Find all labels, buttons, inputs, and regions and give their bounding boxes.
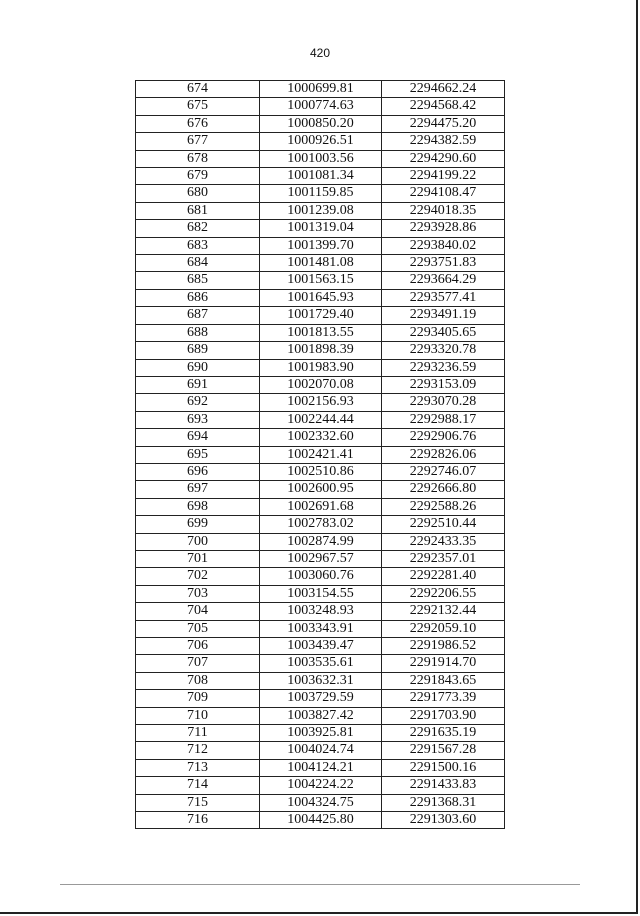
- table-row: [136, 359, 505, 376]
- x-coordinate-cell: 1001729.40: [260, 307, 382, 324]
- coordinates-table-body: [136, 81, 505, 829]
- table-row: [136, 237, 505, 254]
- y-coordinate-cell: 2294290.60: [382, 150, 505, 167]
- y-coordinate-cell: 2293236.59: [382, 359, 505, 376]
- point-number-cell: 680: [136, 185, 260, 202]
- x-coordinate-cell: 1003729.59: [260, 690, 382, 707]
- y-coordinate-cell: 2292510.44: [382, 516, 505, 533]
- y-coordinate-cell: 2293070.28: [382, 394, 505, 411]
- y-coordinate-cell: 2292988.17: [382, 411, 505, 428]
- y-coordinate-cell: 2294568.42: [382, 98, 505, 115]
- x-coordinate-cell: 1002510.86: [260, 463, 382, 480]
- table-row: [136, 411, 505, 428]
- x-coordinate-cell: 1002421.41: [260, 446, 382, 463]
- table-row: [136, 115, 505, 132]
- point-number-cell: 704: [136, 603, 260, 620]
- point-number-cell: 674: [136, 81, 260, 98]
- y-coordinate-cell: 2293751.83: [382, 255, 505, 272]
- table-row: [136, 133, 505, 150]
- point-number-cell: 711: [136, 725, 260, 742]
- y-coordinate-cell: 2291703.90: [382, 707, 505, 724]
- point-number-cell: 695: [136, 446, 260, 463]
- y-coordinate-cell: 2291843.65: [382, 672, 505, 689]
- x-coordinate-cell: 1001319.04: [260, 220, 382, 237]
- table-row: [136, 550, 505, 567]
- x-coordinate-cell: 1000850.20: [260, 115, 382, 132]
- x-coordinate-cell: 1003439.47: [260, 638, 382, 655]
- y-coordinate-cell: 2294382.59: [382, 133, 505, 150]
- y-coordinate-cell: 2294199.22: [382, 168, 505, 185]
- point-number-cell: 676: [136, 115, 260, 132]
- y-coordinate-cell: 2291500.16: [382, 759, 505, 776]
- point-number-cell: 685: [136, 272, 260, 289]
- point-number-cell: 715: [136, 794, 260, 811]
- x-coordinate-cell: 1002600.95: [260, 481, 382, 498]
- point-number-cell: 706: [136, 638, 260, 655]
- x-coordinate-cell: 1004425.80: [260, 812, 382, 829]
- x-coordinate-cell: 1003632.31: [260, 672, 382, 689]
- x-coordinate-cell: 1002332.60: [260, 429, 382, 446]
- table-row: [136, 81, 505, 98]
- point-number-cell: 678: [136, 150, 260, 167]
- y-coordinate-cell: 2292206.55: [382, 585, 505, 602]
- table-row: [136, 655, 505, 672]
- point-number-cell: 686: [136, 289, 260, 306]
- table-row: [136, 759, 505, 776]
- y-coordinate-cell: 2292826.06: [382, 446, 505, 463]
- table-row: [136, 690, 505, 707]
- table-row: [136, 429, 505, 446]
- table-row: [136, 620, 505, 637]
- table-row: [136, 742, 505, 759]
- y-coordinate-cell: 2292588.26: [382, 498, 505, 515]
- point-number-cell: 689: [136, 342, 260, 359]
- table-row: [136, 394, 505, 411]
- point-number-cell: 698: [136, 498, 260, 515]
- point-number-cell: 677: [136, 133, 260, 150]
- table-row: [136, 498, 505, 515]
- y-coordinate-cell: 2294475.20: [382, 115, 505, 132]
- point-number-cell: 694: [136, 429, 260, 446]
- table-row: [136, 568, 505, 585]
- point-number-cell: 682: [136, 220, 260, 237]
- point-number-cell: 702: [136, 568, 260, 585]
- point-number-cell: 697: [136, 481, 260, 498]
- x-coordinate-cell: 1002244.44: [260, 411, 382, 428]
- table-row: [136, 707, 505, 724]
- table-row: [136, 202, 505, 219]
- point-number-cell: 705: [136, 620, 260, 637]
- y-coordinate-cell: 2292059.10: [382, 620, 505, 637]
- x-coordinate-cell: 1003060.76: [260, 568, 382, 585]
- table-row: [136, 272, 505, 289]
- point-number-cell: 690: [136, 359, 260, 376]
- table-row: [136, 777, 505, 794]
- table-row: [136, 185, 505, 202]
- x-coordinate-cell: 1001081.34: [260, 168, 382, 185]
- point-number-cell: 716: [136, 812, 260, 829]
- y-coordinate-cell: 2293153.09: [382, 376, 505, 393]
- y-coordinate-cell: 2293577.41: [382, 289, 505, 306]
- table-row: [136, 725, 505, 742]
- y-coordinate-cell: 2291986.52: [382, 638, 505, 655]
- table-row: [136, 516, 505, 533]
- y-coordinate-cell: 2293491.19: [382, 307, 505, 324]
- x-coordinate-cell: 1002874.99: [260, 533, 382, 550]
- table-row: [136, 255, 505, 272]
- x-coordinate-cell: 1001159.85: [260, 185, 382, 202]
- table-row: [136, 289, 505, 306]
- point-number-cell: 679: [136, 168, 260, 185]
- x-coordinate-cell: 1004324.75: [260, 794, 382, 811]
- x-coordinate-cell: 1001813.55: [260, 324, 382, 341]
- x-coordinate-cell: 1003248.93: [260, 603, 382, 620]
- x-coordinate-cell: 1003343.91: [260, 620, 382, 637]
- y-coordinate-cell: 2292357.01: [382, 550, 505, 567]
- x-coordinate-cell: 1001481.08: [260, 255, 382, 272]
- table-row: [136, 603, 505, 620]
- table-row: [136, 324, 505, 341]
- point-number-cell: 687: [136, 307, 260, 324]
- x-coordinate-cell: 1002967.57: [260, 550, 382, 567]
- point-number-cell: 712: [136, 742, 260, 759]
- x-coordinate-cell: 1004224.22: [260, 777, 382, 794]
- x-coordinate-cell: 1000699.81: [260, 81, 382, 98]
- point-number-cell: 713: [136, 759, 260, 776]
- point-number-cell: 707: [136, 655, 260, 672]
- point-number-cell: 692: [136, 394, 260, 411]
- x-coordinate-cell: 1001898.39: [260, 342, 382, 359]
- y-coordinate-cell: 2293405.65: [382, 324, 505, 341]
- x-coordinate-cell: 1004124.21: [260, 759, 382, 776]
- table-row: [136, 481, 505, 498]
- y-coordinate-cell: 2291303.60: [382, 812, 505, 829]
- y-coordinate-cell: 2294108.47: [382, 185, 505, 202]
- table-row: [136, 585, 505, 602]
- x-coordinate-cell: 1001003.56: [260, 150, 382, 167]
- point-number-cell: 714: [136, 777, 260, 794]
- y-coordinate-cell: 2291368.31: [382, 794, 505, 811]
- table-row: [136, 533, 505, 550]
- x-coordinate-cell: 1004024.74: [260, 742, 382, 759]
- x-coordinate-cell: 1001563.15: [260, 272, 382, 289]
- x-coordinate-cell: 1002156.93: [260, 394, 382, 411]
- table-row: [136, 98, 505, 115]
- y-coordinate-cell: 2293840.02: [382, 237, 505, 254]
- y-coordinate-cell: 2293928.86: [382, 220, 505, 237]
- point-number-cell: 708: [136, 672, 260, 689]
- point-number-cell: 703: [136, 585, 260, 602]
- table-row: [136, 168, 505, 185]
- point-number-cell: 701: [136, 550, 260, 567]
- y-coordinate-cell: 2292906.76: [382, 429, 505, 446]
- y-coordinate-cell: 2292132.44: [382, 603, 505, 620]
- y-coordinate-cell: 2292666.80: [382, 481, 505, 498]
- table-row: [136, 638, 505, 655]
- table-row: [136, 150, 505, 167]
- x-coordinate-cell: 1001239.08: [260, 202, 382, 219]
- x-coordinate-cell: 1003154.55: [260, 585, 382, 602]
- point-number-cell: 700: [136, 533, 260, 550]
- table-row: [136, 463, 505, 480]
- coordinates-table: [135, 80, 505, 829]
- y-coordinate-cell: 2293320.78: [382, 342, 505, 359]
- y-coordinate-cell: 2291433.83: [382, 777, 505, 794]
- table-row: [136, 376, 505, 393]
- point-number-cell: 693: [136, 411, 260, 428]
- point-number-cell: 710: [136, 707, 260, 724]
- y-coordinate-cell: 2292281.40: [382, 568, 505, 585]
- point-number-cell: 684: [136, 255, 260, 272]
- x-coordinate-cell: 1002070.08: [260, 376, 382, 393]
- table-row: [136, 812, 505, 829]
- x-coordinate-cell: 1000926.51: [260, 133, 382, 150]
- x-coordinate-cell: 1000774.63: [260, 98, 382, 115]
- table-row: [136, 220, 505, 237]
- x-coordinate-cell: 1002783.02: [260, 516, 382, 533]
- y-coordinate-cell: 2291773.39: [382, 690, 505, 707]
- page-number: 420: [309, 46, 331, 60]
- x-coordinate-cell: 1002691.68: [260, 498, 382, 515]
- point-number-cell: 683: [136, 237, 260, 254]
- point-number-cell: 696: [136, 463, 260, 480]
- x-coordinate-cell: 1003535.61: [260, 655, 382, 672]
- y-coordinate-cell: 2291635.19: [382, 725, 505, 742]
- y-coordinate-cell: 2291914.70: [382, 655, 505, 672]
- table-row: [136, 446, 505, 463]
- table-row: [136, 342, 505, 359]
- table-row: [136, 794, 505, 811]
- x-coordinate-cell: 1003827.42: [260, 707, 382, 724]
- point-number-cell: 688: [136, 324, 260, 341]
- point-number-cell: 691: [136, 376, 260, 393]
- y-coordinate-cell: 2292746.07: [382, 463, 505, 480]
- x-coordinate-cell: 1003925.81: [260, 725, 382, 742]
- x-coordinate-cell: 1001983.90: [260, 359, 382, 376]
- y-coordinate-cell: 2294662.24: [382, 81, 505, 98]
- table-row: [136, 307, 505, 324]
- point-number-cell: 675: [136, 98, 260, 115]
- y-coordinate-cell: 2291567.28: [382, 742, 505, 759]
- table-row: [136, 672, 505, 689]
- x-coordinate-cell: 1001645.93: [260, 289, 382, 306]
- point-number-cell: 681: [136, 202, 260, 219]
- point-number-cell: 699: [136, 516, 260, 533]
- footer-rule: [60, 884, 580, 885]
- y-coordinate-cell: 2293664.29: [382, 272, 505, 289]
- y-coordinate-cell: 2294018.35: [382, 202, 505, 219]
- x-coordinate-cell: 1001399.70: [260, 237, 382, 254]
- point-number-cell: 709: [136, 690, 260, 707]
- y-coordinate-cell: 2292433.35: [382, 533, 505, 550]
